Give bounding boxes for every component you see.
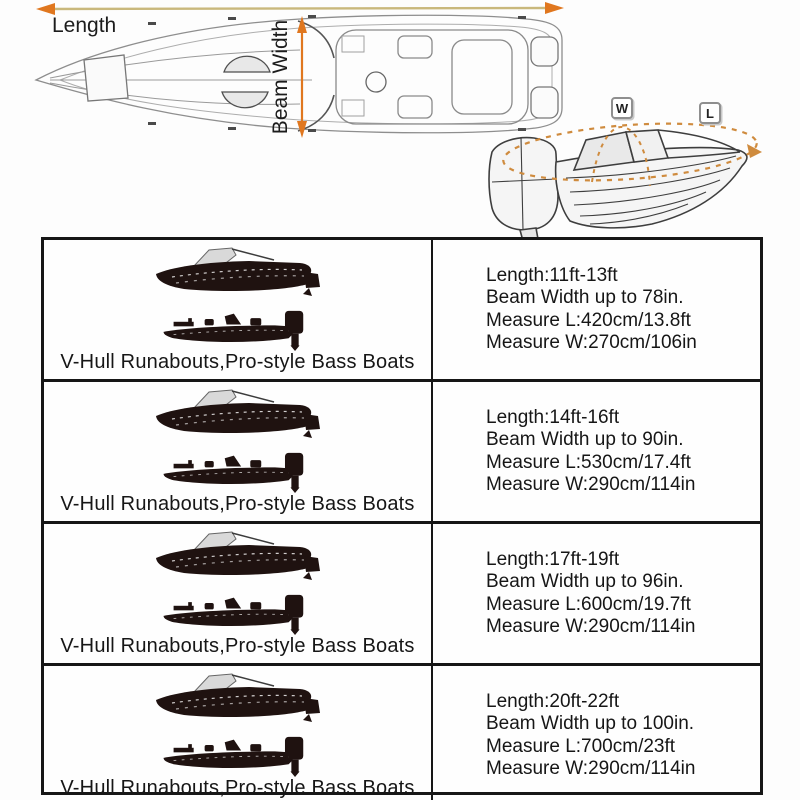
spec-measure-width: Measure W:290cm/114in (486, 758, 696, 779)
bassboat-silhouette (160, 451, 315, 493)
boat-types-cell (44, 666, 433, 800)
runabout-silhouette (154, 388, 322, 440)
spec-beam-width: Beam Width up to 100in. (486, 713, 695, 734)
boat-types-label: V-Hull Runabouts,Pro-style Bass Boats (60, 777, 415, 799)
spec-length: Length:14ft-16ft (486, 406, 620, 428)
bassboat-silhouette (160, 735, 315, 777)
boat-types-cell (44, 382, 433, 521)
table-row (44, 382, 760, 524)
spec-measure-length: Measure L:530cm/17.4ft (486, 451, 691, 473)
spec-measure-length: Measure L:420cm/13.8ft (486, 309, 691, 331)
size-table (41, 237, 763, 799)
runabout-silhouette (154, 246, 322, 298)
boat-types-cell (44, 524, 433, 663)
spec-measure-width: Measure W:290cm/114in (486, 616, 696, 637)
boat-types-cell (44, 240, 433, 379)
length-label: Length (52, 14, 117, 37)
size-specs-cell (433, 666, 760, 800)
size-specs-cell (433, 382, 760, 521)
cover-width-badge: W (611, 97, 633, 119)
spec-measure-length: Measure L:600cm/19.7ft (486, 593, 691, 615)
table-row (44, 524, 760, 666)
spec-beam-width: Beam Width up to 78in. (486, 287, 684, 308)
bassboat-silhouette (160, 593, 315, 635)
spec-length: Length:11ft-13ft (486, 264, 618, 286)
spec-length: Length:20ft-22ft (486, 690, 620, 712)
boat-types-label: V-Hull Runabouts,Pro-style Bass Boats (60, 351, 415, 373)
spec-measure-width: Measure W:270cm/106in (486, 332, 697, 353)
runabout-silhouette (154, 530, 322, 582)
boat-measurement-illustration (0, 0, 800, 237)
runabout-silhouette (154, 672, 322, 724)
beam-width-label: Beam Width (269, 19, 292, 135)
spec-measure-length: Measure L:700cm/23ft (486, 735, 676, 757)
table-row (44, 666, 760, 800)
spec-beam-width: Beam Width up to 90in. (486, 429, 684, 450)
size-specs-cell (433, 524, 760, 663)
cover-length-badge: L (699, 102, 721, 124)
table-row (44, 240, 760, 382)
boat-types-label: V-Hull Runabouts,Pro-style Bass Boats (60, 493, 415, 515)
spec-beam-width: Beam Width up to 96in. (486, 571, 684, 592)
size-specs-cell (433, 240, 760, 379)
spec-measure-width: Measure W:290cm/114in (486, 474, 696, 495)
covered-boat-drawing (489, 116, 762, 237)
bassboat-silhouette (160, 309, 315, 351)
spec-length: Length:17ft-19ft (486, 548, 620, 570)
boat-types-label: V-Hull Runabouts,Pro-style Bass Boats (60, 635, 415, 657)
